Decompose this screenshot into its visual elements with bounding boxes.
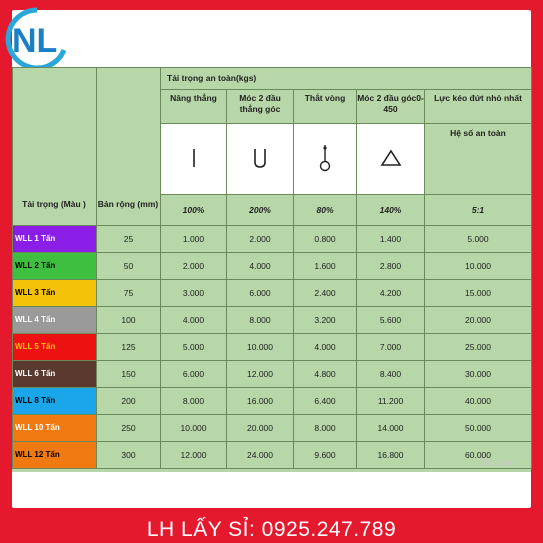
table-row: [13, 280, 532, 307]
load-cell: [13, 253, 97, 280]
load-label: WLL 12 Tấn: [13, 442, 96, 468]
brand-logo: [2, 4, 72, 76]
cell-width: 250: [97, 415, 161, 442]
cell-choke: 9.600: [294, 442, 357, 469]
cell-vertical: 1.000: [161, 226, 227, 253]
cell-vertical: 5.000: [161, 334, 227, 361]
cell-choke: 4.000: [294, 334, 357, 361]
cell-choke: 8.000: [294, 415, 357, 442]
load-cell: [13, 388, 97, 415]
cell-width: 75: [97, 280, 161, 307]
cell-vertical: 8.000: [161, 388, 227, 415]
cell-vertical: 3.000: [161, 280, 227, 307]
table-row: [13, 253, 532, 280]
cell-break: 15.000: [425, 280, 532, 307]
load-cell: [13, 307, 97, 334]
cell-hook-angle: 5.600: [357, 307, 425, 334]
cell-break: 30.000: [425, 361, 532, 388]
table-body: [13, 226, 532, 469]
table-row: [13, 361, 532, 388]
table-row: [13, 334, 532, 361]
cell-hook-angle: 8.400: [357, 361, 425, 388]
load-cell: [13, 334, 97, 361]
cell-choke: 0.800: [294, 226, 357, 253]
cell-width: 50: [97, 253, 161, 280]
triangle-basket-icon: [357, 124, 425, 195]
load-label: WLL 10 Tấn: [13, 415, 96, 441]
cell-break: 50.000: [425, 415, 532, 442]
load-cell: [13, 361, 97, 388]
logo-text: NL: [12, 22, 58, 60]
col-hook-right-header: Móc 2 đầu thẳng góc: [227, 90, 294, 124]
col-width-header: [96, 199, 160, 210]
pct-hook-right: 200%: [227, 195, 294, 226]
cell-hook-right: 12.000: [227, 361, 294, 388]
cell-width: 100: [97, 307, 161, 334]
cell-vertical: 4.000: [161, 307, 227, 334]
cell-hook-right: 24.000: [227, 442, 294, 469]
cell-hook-right: 16.000: [227, 388, 294, 415]
load-cell: [13, 226, 97, 253]
pct-hook-angle: 140%: [357, 195, 425, 226]
cell-choke: 4.800: [294, 361, 357, 388]
load-label: WLL 3 Tấn: [13, 280, 96, 306]
load-label: WLL 5 Tấn: [13, 334, 96, 360]
col-hook-angle-header: Móc 2 đầu góc0-450: [357, 90, 425, 124]
cell-hook-right: 2.000: [227, 226, 294, 253]
cell-choke: 6.400: [294, 388, 357, 415]
cell-hook-right: 6.000: [227, 280, 294, 307]
cell-hook-angle: 4.200: [357, 280, 425, 307]
cell-break: 5.000: [425, 226, 532, 253]
cell-hook-right: 8.000: [227, 307, 294, 334]
load-cell: [13, 415, 97, 442]
choke-hitch-icon: [294, 124, 357, 195]
cell-hook-right: 10.000: [227, 334, 294, 361]
col-width-header-text: Bản rộng (mm): [97, 199, 159, 209]
safe-load-header: Tải trọng an toàn(kgs): [161, 68, 532, 90]
cell-vertical: 6.000: [161, 361, 227, 388]
cell-vertical: 10.000: [161, 415, 227, 442]
col-vertical-header: Nâng thẳng: [161, 90, 227, 124]
table-row: [13, 415, 532, 442]
col-load-header: [12, 199, 96, 210]
cell-hook-right: 20.000: [227, 415, 294, 442]
cell-vertical: 12.000: [161, 442, 227, 469]
cell-hook-right: 4.000: [227, 253, 294, 280]
load-label: WLL 2 Tấn: [13, 253, 96, 279]
pct-vertical: 100%: [161, 195, 227, 226]
cell-width: 150: [97, 361, 161, 388]
cell-width: 25: [97, 226, 161, 253]
watermark: Shopee: [480, 458, 515, 469]
cell-break: 40.000: [425, 388, 532, 415]
cell-break: 25.000: [425, 334, 532, 361]
vertical-lift-icon: [161, 124, 227, 195]
cell-hook-angle: 7.000: [357, 334, 425, 361]
contact-phone: LH LẤY SỈ: 0925.247.789: [146, 518, 397, 541]
cell-hook-angle: 16.800: [357, 442, 425, 469]
load-label: WLL 4 Tấn: [13, 307, 96, 333]
table-row: [13, 442, 532, 469]
cell-width: 125: [97, 334, 161, 361]
load-spec-table: [12, 67, 532, 469]
load-cell: [13, 280, 97, 307]
table-row: [13, 388, 532, 415]
cell-width: 200: [97, 388, 161, 415]
safety-factor-value: 5:1: [425, 195, 532, 226]
load-cell: [13, 442, 97, 469]
cell-hook-angle: 1.400: [357, 226, 425, 253]
safety-factor-label: Hệ số an toàn: [425, 124, 532, 195]
table-row: [13, 226, 532, 253]
cell-break: 20.000: [425, 307, 532, 334]
u-basket-icon: [227, 124, 294, 195]
load-label: WLL 1 Tấn: [13, 226, 96, 252]
cell-vertical: 2.000: [161, 253, 227, 280]
load-label: WLL 6 Tấn: [13, 361, 96, 387]
cell-choke: 2.400: [294, 280, 357, 307]
cell-break: 10.000: [425, 253, 532, 280]
pct-choke: 80%: [294, 195, 357, 226]
cell-choke: 1.600: [294, 253, 357, 280]
cell-break: 60.000: [425, 442, 532, 469]
cell-hook-angle: 2.800: [357, 253, 425, 280]
col-break-header: Lực kéo đứt nhỏ nhất: [425, 90, 532, 124]
col-load-header-text: Tải trọng (Màu ): [22, 199, 86, 209]
load-label: WLL 8 Tấn: [13, 388, 96, 414]
table-row: [13, 307, 532, 334]
cell-width: 300: [97, 442, 161, 469]
cell-choke: 3.200: [294, 307, 357, 334]
cell-hook-angle: 11.200: [357, 388, 425, 415]
cell-hook-angle: 14.000: [357, 415, 425, 442]
col-choke-header: Thắt vòng: [294, 90, 357, 124]
